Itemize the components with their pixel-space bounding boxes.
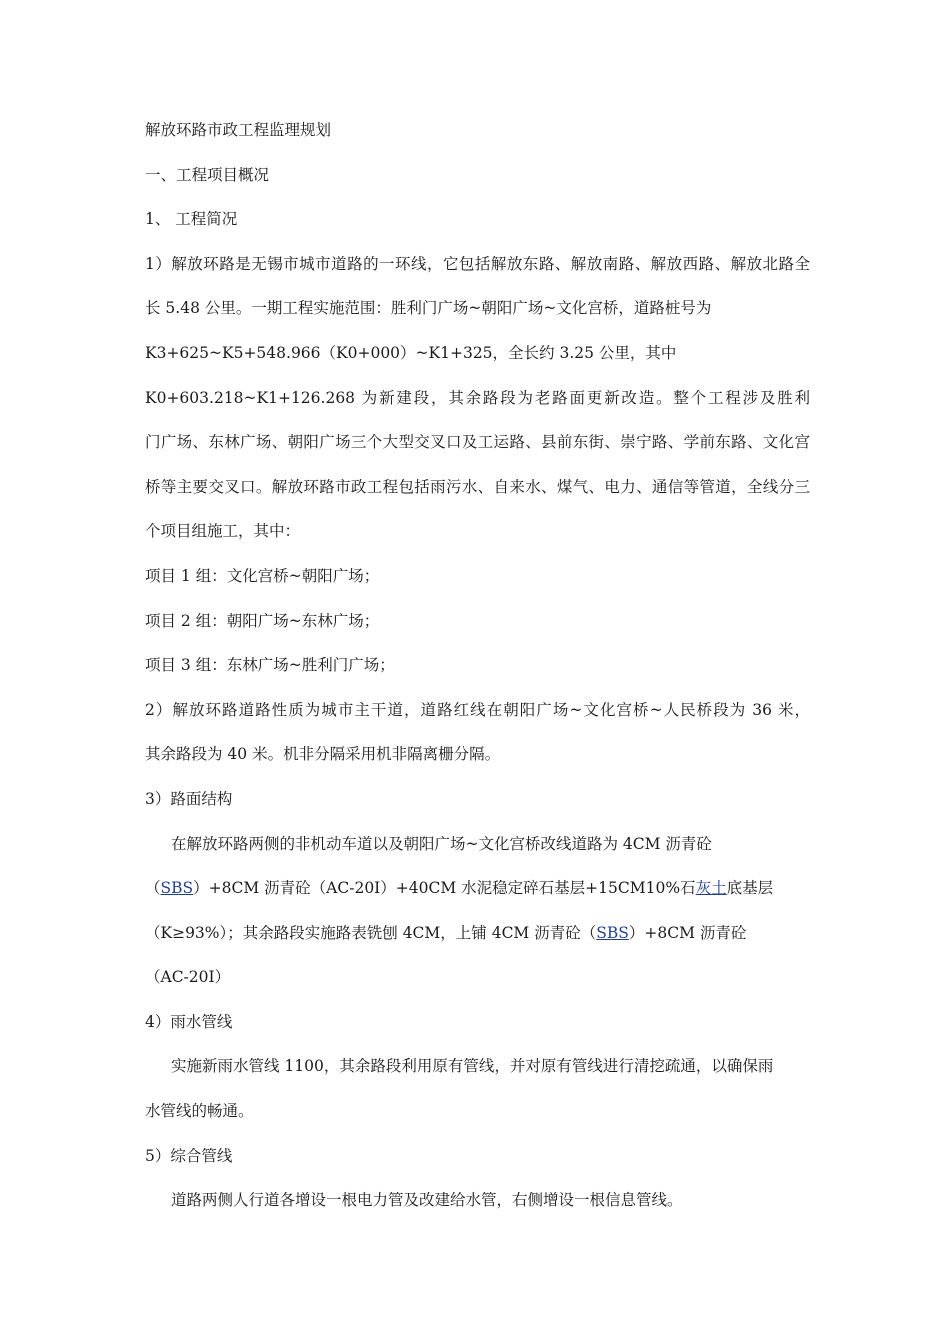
- project-group-2: 项目 2 组：朝阳广场~东林广场；: [145, 611, 380, 630]
- project-group-1: 项目 1 组：文化宫桥~朝阳广场；: [145, 566, 380, 585]
- subsection-heading: 1、 工程简况: [145, 210, 238, 229]
- paragraph-1-line-6: 桥等主要交叉口。解放环路市政工程包括雨污水、自来水、煤气、电力、通信等管道，全线分三: [145, 477, 810, 496]
- paragraph-3-line-2: [145, 866, 810, 911]
- document-page: [145, 108, 810, 1223]
- paragraph-1-line-3: K3+625~K5+548.966（K0+000）~K1+325，全长约 3.25 公里，其中: [145, 343, 677, 362]
- project-group-3: 项目 3 组：东林广场~胜利门广场；: [145, 656, 395, 675]
- paragraph-2-line-1: 2）解放环路道路性质为城市主干道，道路红线在朝阳广场~文化宫桥~人民桥段为 36 米，: [145, 700, 810, 719]
- sbs-link[interactable]: SBS: [160, 879, 194, 898]
- paragraph-5-heading: 5）综合管线: [145, 1146, 233, 1165]
- line-text: （K≥93%）；其余路段实施路表铣刨 4CM，上铺 4CM 沥青砼（: [145, 923, 597, 942]
- paragraph-3-line-3: [145, 911, 810, 956]
- lime-soil-link[interactable]: 灰土: [695, 879, 727, 898]
- paragraph-2-line-2: 其余路段为 40 米。机非分隔采用机非隔离栅分隔。: [145, 745, 501, 764]
- paragraph-3-heading: 3）路面结构: [145, 789, 233, 808]
- paren-open: （: [145, 879, 161, 898]
- paragraph-3-line-1: 在解放环路两侧的非机动车道以及朝阳广场~文化宫桥改线道路为 4CM 沥青砼: [171, 834, 712, 853]
- paragraph-3-line-4: （AC-20Ⅰ）: [145, 968, 231, 987]
- paragraph-4-line-1: 实施新雨水管线 1100，其余路段利用原有管线，并对原有管线进行清挖疏通，以确保雨: [171, 1057, 774, 1076]
- line-text: ）+8CM 沥青砼（AC-20Ⅰ）+40CM 水泥稳定碎石基层+15CM10%石: [193, 879, 696, 898]
- paragraph-1-line-7: 个项目组施工，其中：: [145, 522, 301, 541]
- paragraph-5-line-1: 道路两侧人行道各增设一根电力管及改建给水管，右侧增设一根信息管线。: [171, 1191, 683, 1210]
- paragraph-1-line-5: 门广场、东林广场、朝阳广场三个大型交叉口及工运路、县前东街、崇宁路、学前东路、文化宫: [145, 433, 810, 452]
- paragraph-1-line-1: 1）解放环路是无锡市城市道路的一环线，它包括解放东路、解放南路、解放西路、解放北路全: [145, 254, 810, 273]
- paragraph-1-line-4: K0+603.218~K1+126.268 为新建段，其余路段为老路面更新改造。整个工程涉及胜利: [145, 388, 810, 407]
- document-title: 解放环路市政工程监理规划: [145, 121, 332, 139]
- paragraph-4-line-2: 水管线的畅通。: [145, 1102, 254, 1121]
- sbs-link[interactable]: SBS: [596, 923, 629, 942]
- paragraph-4-heading: 4）雨水管线: [145, 1012, 233, 1031]
- paragraph-1-line-2: 长 5.48 公里。一期工程实施范围：胜利门广场~朝阳广场~文化宫桥，道路桩号为: [145, 299, 712, 318]
- section-heading: 一、工程项目概况: [145, 165, 270, 184]
- line-text: 底基层: [726, 879, 774, 898]
- line-text: ）+8CM 沥青砼: [628, 923, 747, 942]
